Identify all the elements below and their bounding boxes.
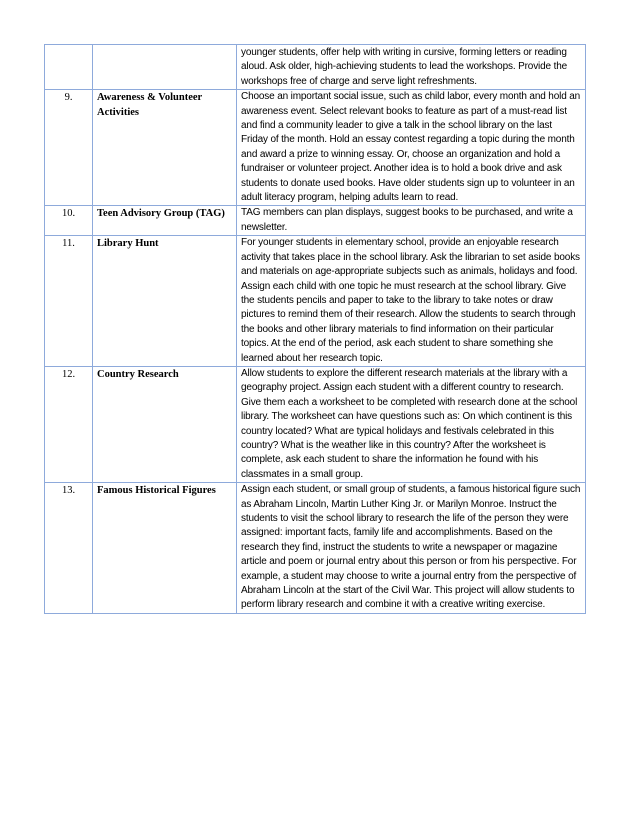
row-number: 10. <box>45 206 93 236</box>
row-number: 13. <box>45 483 93 614</box>
activity-title: Library Hunt <box>93 236 237 367</box>
activities-table <box>44 44 586 614</box>
table-row <box>45 366 586 482</box>
row-number: 9. <box>45 90 93 206</box>
activity-description: younger students, offer help with writing in cursive, forming letters or reading aloud. Ask older, high-achieving students to lead the workshops. Provide the workshops free of charge and serve light refreshments. <box>237 45 586 90</box>
activity-description: TAG members can plan displays, suggest books to be purchased, and write a newsletter. <box>237 206 586 236</box>
activity-description: Choose an important social issue, such as child labor, every month and hold an awareness event. Select relevant books to feature as part of a must-read list and find a community leader to give a talk in the school library on the last Friday of the month. Hold an essay contest regarding a topic during the month and award a prize to winning essay. Or, choose an organization and hold a fundraiser or volunteer project. Another idea is to hold a book drive and ask students to donate used books. Have older students sign up to volunteer in an adult literacy program, helping adults learn to read. <box>237 90 586 206</box>
activity-title: Teen Advisory Group (TAG) <box>93 206 237 236</box>
activity-description: For younger students in elementary school, provide an enjoyable research activity that takes place in the school library. Ask the librarian to set aside books and materials on age-appropriate subjects such as animals, holidays and food. Assign each child with one topic he must research at the school library. Give the students pencils and paper to take to the library to take notes or draw pictures to remind them of their research. Allow the students to search through the books and other library materials to find information on their particular topics. At the end of the period, ask each student to share something she learned about her research topic. <box>237 236 586 367</box>
table-row <box>45 90 586 206</box>
row-number: 11. <box>45 236 93 367</box>
activity-title: Awareness & Volunteer Activities <box>93 90 237 206</box>
row-number: 12. <box>45 366 93 482</box>
activity-description: Allow students to explore the different research materials at the library with a geography project. Assign each student with a different country to research. Give them each a worksheet to be completed with research done at the school library. The worksheet can have questions such as: On which continent is this country located? What are typical holidays and festivals celebrated in this country? What is the weather like in this country? After the worksheet is complete, ask each student to share the information he found with his classmates in a small group. <box>237 366 586 482</box>
table-row <box>45 206 586 236</box>
table-row <box>45 483 586 614</box>
table-row <box>45 45 586 90</box>
activity-title: Famous Historical Figures <box>93 483 237 614</box>
table-row <box>45 236 586 367</box>
row-number <box>45 45 93 90</box>
activity-description: Assign each student, or small group of students, a famous historical figure such as Abraham Lincoln, Martin Luther King Jr. or Marilyn Monroe. Instruct the students to visit the school library to research the life of the person they were assigned: important facts, family life and accomplishments. Based on the research they find, instruct the students to write a newspaper or magazine article and poem or journal entry about this person or from his perspective. For example, a student may choose to write a journal entry from the perspective of Abraham Lincoln at the start of the Civil War. This project will allow students to perform library research and combine it with a creative writing exercise. <box>237 483 586 614</box>
activity-title: Country Research <box>93 366 237 482</box>
activity-title <box>93 45 237 90</box>
